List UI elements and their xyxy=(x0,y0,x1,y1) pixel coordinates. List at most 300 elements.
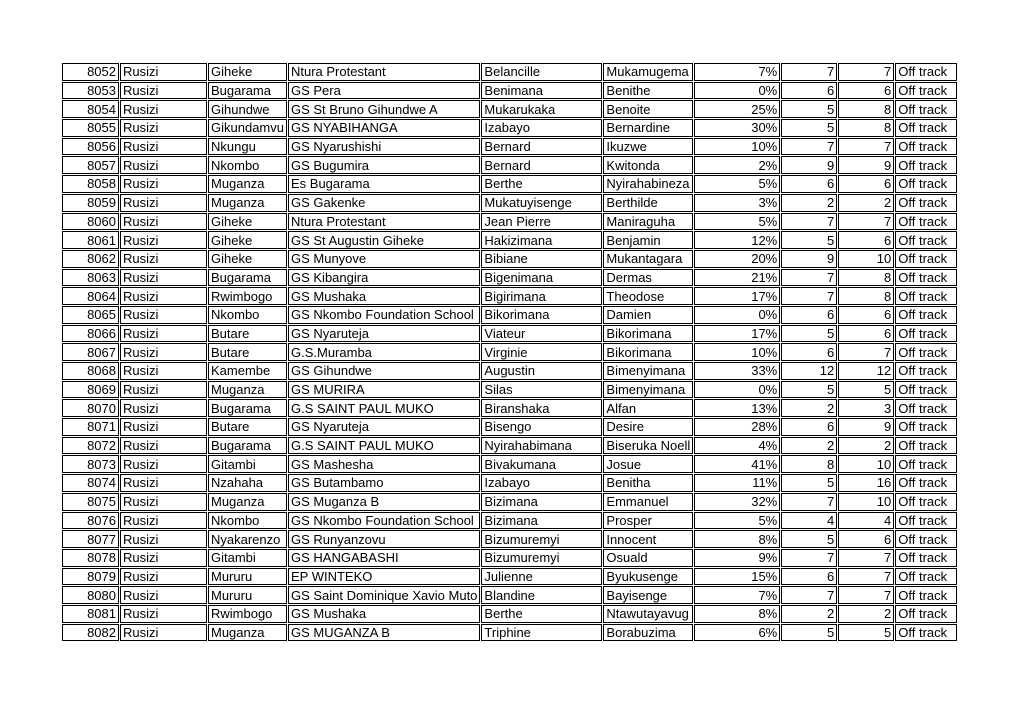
cell-school: GS Gakenke xyxy=(288,194,480,212)
table-row xyxy=(62,493,957,511)
cell-school: Ntura Protestant xyxy=(288,213,480,231)
cell-id: 8073 xyxy=(62,455,119,473)
cell-sector: Nkungu xyxy=(208,138,287,156)
cell-id: 8056 xyxy=(62,138,119,156)
cell-status: Off track xyxy=(895,325,957,343)
cell-last_name: Innocent xyxy=(603,530,693,548)
cell-score2: 9 xyxy=(838,418,894,436)
cell-percent: 41% xyxy=(694,455,780,473)
cell-last_name: Biseruka Noell xyxy=(603,437,693,455)
cell-score1: 2 xyxy=(781,437,837,455)
cell-id: 8070 xyxy=(62,399,119,417)
cell-school: GS Kibangira xyxy=(288,269,480,287)
cell-percent: 9% xyxy=(694,549,780,567)
cell-last_name: Bernardine xyxy=(603,119,693,137)
cell-score1: 6 xyxy=(781,568,837,586)
cell-first_name: Berthe xyxy=(481,605,602,623)
cell-first_name: Bikorimana xyxy=(481,306,602,324)
cell-score2: 6 xyxy=(838,175,894,193)
cell-school: GS Bugumira xyxy=(288,156,480,174)
cell-last_name: Osuald xyxy=(603,549,693,567)
table-row xyxy=(62,586,957,604)
cell-score1: 2 xyxy=(781,605,837,623)
cell-sector: Muganza xyxy=(208,175,287,193)
cell-last_name: Benjamin xyxy=(603,231,693,249)
cell-score2: 7 xyxy=(838,213,894,231)
cell-district: Rusizi xyxy=(120,269,207,287)
cell-score1: 5 xyxy=(781,624,837,642)
cell-percent: 10% xyxy=(694,343,780,361)
cell-id: 8069 xyxy=(62,381,119,399)
cell-district: Rusizi xyxy=(120,213,207,231)
cell-sector: Gitambi xyxy=(208,455,287,473)
cell-school: G.S SAINT PAUL MUKO xyxy=(288,399,480,417)
cell-last_name: Prosper xyxy=(603,512,693,530)
cell-first_name: Bigirimana xyxy=(481,287,602,305)
cell-last_name: Desire xyxy=(603,418,693,436)
table-row xyxy=(62,213,957,231)
cell-percent: 3% xyxy=(694,194,780,212)
cell-district: Rusizi xyxy=(120,605,207,623)
cell-score1: 7 xyxy=(781,586,837,604)
cell-id: 8063 xyxy=(62,269,119,287)
cell-district: Rusizi xyxy=(120,138,207,156)
cell-id: 8080 xyxy=(62,586,119,604)
cell-status: Off track xyxy=(895,437,957,455)
cell-score2: 5 xyxy=(838,624,894,642)
cell-id: 8053 xyxy=(62,82,119,100)
cell-first_name: Bisengo xyxy=(481,418,602,436)
cell-id: 8061 xyxy=(62,231,119,249)
cell-status: Off track xyxy=(895,119,957,137)
cell-score1: 5 xyxy=(781,231,837,249)
cell-last_name: Ikuzwe xyxy=(603,138,693,156)
cell-school: GS MUGANZA B xyxy=(288,624,480,642)
cell-score1: 6 xyxy=(781,343,837,361)
cell-district: Rusizi xyxy=(120,231,207,249)
cell-school: G.S SAINT PAUL MUKO xyxy=(288,437,480,455)
cell-school: G.S.Muramba xyxy=(288,343,480,361)
cell-sector: Bugarama xyxy=(208,437,287,455)
cell-school: GS Nyaruteja xyxy=(288,418,480,436)
table-row xyxy=(62,119,957,137)
cell-id: 8062 xyxy=(62,250,119,268)
cell-status: Off track xyxy=(895,381,957,399)
table-row xyxy=(62,437,957,455)
cell-district: Rusizi xyxy=(120,568,207,586)
cell-last_name: Bikorimana xyxy=(603,325,693,343)
table-row xyxy=(62,568,957,586)
cell-status: Off track xyxy=(895,269,957,287)
cell-district: Rusizi xyxy=(120,381,207,399)
cell-percent: 7% xyxy=(694,586,780,604)
cell-percent: 17% xyxy=(694,325,780,343)
table-row xyxy=(62,399,957,417)
cell-district: Rusizi xyxy=(120,325,207,343)
cell-score2: 9 xyxy=(838,156,894,174)
cell-id: 8077 xyxy=(62,530,119,548)
cell-percent: 32% xyxy=(694,493,780,511)
table-row xyxy=(62,474,957,492)
cell-sector: Rwimbogo xyxy=(208,287,287,305)
cell-school: GS Nyaruteja xyxy=(288,325,480,343)
cell-first_name: Bizumuremyi xyxy=(481,530,602,548)
cell-last_name: Byukusenge xyxy=(603,568,693,586)
cell-score2: 12 xyxy=(838,362,894,380)
cell-score2: 3 xyxy=(838,399,894,417)
cell-id: 8067 xyxy=(62,343,119,361)
cell-percent: 28% xyxy=(694,418,780,436)
cell-score1: 6 xyxy=(781,175,837,193)
cell-first_name: Bibiane xyxy=(481,250,602,268)
cell-status: Off track xyxy=(895,82,957,100)
cell-score2: 7 xyxy=(838,63,894,81)
cell-last_name: Bimenyimana xyxy=(603,381,693,399)
cell-percent: 7% xyxy=(694,63,780,81)
cell-percent: 5% xyxy=(694,512,780,530)
cell-score1: 7 xyxy=(781,549,837,567)
cell-first_name: Virginie xyxy=(481,343,602,361)
cell-id: 8058 xyxy=(62,175,119,193)
cell-percent: 15% xyxy=(694,568,780,586)
cell-score2: 10 xyxy=(838,250,894,268)
cell-status: Off track xyxy=(895,474,957,492)
cell-percent: 25% xyxy=(694,100,780,118)
cell-score1: 5 xyxy=(781,381,837,399)
cell-score1: 6 xyxy=(781,82,837,100)
cell-id: 8060 xyxy=(62,213,119,231)
cell-first_name: Bivakumana xyxy=(481,455,602,473)
cell-school: Es Bugarama xyxy=(288,175,480,193)
cell-percent: 5% xyxy=(694,213,780,231)
cell-percent: 13% xyxy=(694,399,780,417)
cell-id: 8078 xyxy=(62,549,119,567)
cell-status: Off track xyxy=(895,624,957,642)
cell-sector: Bugarama xyxy=(208,269,287,287)
cell-sector: Butare xyxy=(208,418,287,436)
table-body xyxy=(62,63,957,641)
cell-school: GS MURIRA xyxy=(288,381,480,399)
cell-score2: 16 xyxy=(838,474,894,492)
cell-sector: Muganza xyxy=(208,624,287,642)
table-row xyxy=(62,455,957,473)
cell-last_name: Bayisenge xyxy=(603,586,693,604)
cell-first_name: Hakizimana xyxy=(481,231,602,249)
table-row xyxy=(62,605,957,623)
cell-score1: 8 xyxy=(781,455,837,473)
cell-first_name: Bernard xyxy=(481,138,602,156)
cell-last_name: Borabuzima xyxy=(603,624,693,642)
cell-id: 8065 xyxy=(62,306,119,324)
cell-id: 8055 xyxy=(62,119,119,137)
cell-id: 8082 xyxy=(62,624,119,642)
cell-score1: 6 xyxy=(781,306,837,324)
cell-district: Rusizi xyxy=(120,343,207,361)
cell-id: 8071 xyxy=(62,418,119,436)
cell-score2: 4 xyxy=(838,512,894,530)
cell-sector: Giheke xyxy=(208,250,287,268)
cell-last_name: Bikorimana xyxy=(603,343,693,361)
cell-last_name: Mukamugema xyxy=(603,63,693,81)
cell-sector: Kamembe xyxy=(208,362,287,380)
table-row xyxy=(62,362,957,380)
table-row xyxy=(62,325,957,343)
table-row xyxy=(62,343,957,361)
cell-status: Off track xyxy=(895,250,957,268)
cell-last_name: Nyirahabineza xyxy=(603,175,693,193)
table-row xyxy=(62,250,957,268)
table-row xyxy=(62,269,957,287)
cell-id: 8059 xyxy=(62,194,119,212)
cell-district: Rusizi xyxy=(120,306,207,324)
cell-sector: Rwimbogo xyxy=(208,605,287,623)
cell-last_name: Damien xyxy=(603,306,693,324)
cell-percent: 10% xyxy=(694,138,780,156)
cell-percent: 30% xyxy=(694,119,780,137)
table-row xyxy=(62,82,957,100)
cell-district: Rusizi xyxy=(120,175,207,193)
cell-sector: Nkombo xyxy=(208,512,287,530)
cell-sector: Gikundamvu xyxy=(208,119,287,137)
cell-id: 8054 xyxy=(62,100,119,118)
cell-sector: Giheke xyxy=(208,213,287,231)
cell-last_name: Benitha xyxy=(603,474,693,492)
cell-first_name: Viateur xyxy=(481,325,602,343)
cell-status: Off track xyxy=(895,306,957,324)
cell-last_name: Ntawutayavug xyxy=(603,605,693,623)
cell-score2: 8 xyxy=(838,100,894,118)
cell-district: Rusizi xyxy=(120,624,207,642)
cell-school: GS St Bruno Gihundwe A xyxy=(288,100,480,118)
cell-sector: Muganza xyxy=(208,493,287,511)
cell-district: Rusizi xyxy=(120,586,207,604)
cell-id: 8076 xyxy=(62,512,119,530)
cell-status: Off track xyxy=(895,156,957,174)
cell-first_name: Bizimana xyxy=(481,512,602,530)
cell-score1: 6 xyxy=(781,418,837,436)
cell-status: Off track xyxy=(895,455,957,473)
cell-district: Rusizi xyxy=(120,194,207,212)
table-row xyxy=(62,138,957,156)
cell-district: Rusizi xyxy=(120,474,207,492)
cell-percent: 21% xyxy=(694,269,780,287)
cell-first_name: Mukarukaka xyxy=(481,100,602,118)
cell-school: GS Pera xyxy=(288,82,480,100)
cell-status: Off track xyxy=(895,549,957,567)
cell-id: 8072 xyxy=(62,437,119,455)
cell-last_name: Bimenyimana xyxy=(603,362,693,380)
cell-percent: 6% xyxy=(694,624,780,642)
cell-score2: 7 xyxy=(838,586,894,604)
cell-id: 8068 xyxy=(62,362,119,380)
cell-score1: 2 xyxy=(781,399,837,417)
cell-status: Off track xyxy=(895,512,957,530)
cell-percent: 2% xyxy=(694,156,780,174)
cell-sector: Gitambi xyxy=(208,549,287,567)
cell-score2: 7 xyxy=(838,138,894,156)
cell-first_name: Bizumuremyi xyxy=(481,549,602,567)
cell-last_name: Maniraguha xyxy=(603,213,693,231)
cell-last_name: Theodose xyxy=(603,287,693,305)
table-row xyxy=(62,512,957,530)
cell-status: Off track xyxy=(895,194,957,212)
cell-last_name: Berthilde xyxy=(603,194,693,212)
cell-id: 8064 xyxy=(62,287,119,305)
cell-first_name: Berthe xyxy=(481,175,602,193)
cell-score2: 7 xyxy=(838,568,894,586)
cell-percent: 11% xyxy=(694,474,780,492)
cell-school: Ntura Protestant xyxy=(288,63,480,81)
cell-school: GS St Augustin Giheke xyxy=(288,231,480,249)
cell-score2: 5 xyxy=(838,381,894,399)
cell-district: Rusizi xyxy=(120,119,207,137)
cell-first_name: Augustin xyxy=(481,362,602,380)
cell-district: Rusizi xyxy=(120,549,207,567)
cell-sector: Nyakarenzo xyxy=(208,530,287,548)
cell-last_name: Emmanuel xyxy=(603,493,693,511)
cell-district: Rusizi xyxy=(120,250,207,268)
cell-sector: Giheke xyxy=(208,231,287,249)
cell-district: Rusizi xyxy=(120,362,207,380)
cell-sector: Bugarama xyxy=(208,399,287,417)
cell-district: Rusizi xyxy=(120,156,207,174)
cell-first_name: Jean Pierre xyxy=(481,213,602,231)
cell-school: GS Nkombo Foundation School xyxy=(288,512,480,530)
cell-percent: 4% xyxy=(694,437,780,455)
cell-district: Rusizi xyxy=(120,455,207,473)
cell-score1: 5 xyxy=(781,100,837,118)
cell-score1: 7 xyxy=(781,269,837,287)
cell-score2: 6 xyxy=(838,231,894,249)
cell-first_name: Blandine xyxy=(481,586,602,604)
cell-status: Off track xyxy=(895,63,957,81)
table-row xyxy=(62,306,957,324)
cell-district: Rusizi xyxy=(120,287,207,305)
cell-sector: Bugarama xyxy=(208,82,287,100)
cell-school: GS Gihundwe xyxy=(288,362,480,380)
school-records-table xyxy=(61,62,958,642)
cell-school: EP WINTEKO xyxy=(288,568,480,586)
cell-last_name: Kwitonda xyxy=(603,156,693,174)
cell-id: 8081 xyxy=(62,605,119,623)
cell-first_name: Bigenimana xyxy=(481,269,602,287)
cell-status: Off track xyxy=(895,138,957,156)
cell-status: Off track xyxy=(895,530,957,548)
cell-district: Rusizi xyxy=(120,512,207,530)
cell-first_name: Bernard xyxy=(481,156,602,174)
table-row xyxy=(62,530,957,548)
cell-score2: 10 xyxy=(838,493,894,511)
cell-score2: 2 xyxy=(838,437,894,455)
cell-sector: Mururu xyxy=(208,568,287,586)
cell-id: 8079 xyxy=(62,568,119,586)
cell-id: 8075 xyxy=(62,493,119,511)
cell-school: GS Nkombo Foundation School xyxy=(288,306,480,324)
cell-score1: 7 xyxy=(781,493,837,511)
cell-first_name: Belancille xyxy=(481,63,602,81)
cell-score1: 7 xyxy=(781,63,837,81)
cell-id: 8057 xyxy=(62,156,119,174)
cell-school: GS Nyarushishi xyxy=(288,138,480,156)
cell-status: Off track xyxy=(895,175,957,193)
table-row xyxy=(62,549,957,567)
cell-school: GS Mushaka xyxy=(288,287,480,305)
cell-status: Off track xyxy=(895,605,957,623)
cell-sector: Giheke xyxy=(208,63,287,81)
table-row xyxy=(62,381,957,399)
cell-id: 8052 xyxy=(62,63,119,81)
cell-status: Off track xyxy=(895,343,957,361)
cell-score2: 7 xyxy=(838,549,894,567)
cell-first_name: Benimana xyxy=(481,82,602,100)
cell-percent: 33% xyxy=(694,362,780,380)
cell-percent: 0% xyxy=(694,82,780,100)
cell-last_name: Benithe xyxy=(603,82,693,100)
cell-district: Rusizi xyxy=(120,530,207,548)
cell-last_name: Benoite xyxy=(603,100,693,118)
table-row xyxy=(62,63,957,81)
cell-school: GS Munyove xyxy=(288,250,480,268)
table-row xyxy=(62,231,957,249)
cell-score2: 6 xyxy=(838,306,894,324)
cell-district: Rusizi xyxy=(120,82,207,100)
cell-first_name: Nyirahabimana xyxy=(481,437,602,455)
cell-percent: 0% xyxy=(694,306,780,324)
cell-school: GS Muganza B xyxy=(288,493,480,511)
cell-first_name: Izabayo xyxy=(481,474,602,492)
table-row xyxy=(62,418,957,436)
cell-score1: 7 xyxy=(781,213,837,231)
cell-sector: Nkombo xyxy=(208,306,287,324)
cell-score2: 7 xyxy=(838,343,894,361)
cell-last_name: Mukantagara xyxy=(603,250,693,268)
cell-status: Off track xyxy=(895,287,957,305)
cell-score1: 9 xyxy=(781,156,837,174)
cell-school: GS Mushaka xyxy=(288,605,480,623)
cell-first_name: Triphine xyxy=(481,624,602,642)
cell-score2: 2 xyxy=(838,605,894,623)
cell-percent: 20% xyxy=(694,250,780,268)
table-row xyxy=(62,175,957,193)
cell-percent: 8% xyxy=(694,530,780,548)
cell-first_name: Silas xyxy=(481,381,602,399)
school-records-sheet xyxy=(61,62,958,642)
cell-first_name: Mukatuyisenge xyxy=(481,194,602,212)
cell-status: Off track xyxy=(895,362,957,380)
cell-score1: 7 xyxy=(781,138,837,156)
cell-first_name: Bizimana xyxy=(481,493,602,511)
cell-score2: 2 xyxy=(838,194,894,212)
cell-score1: 5 xyxy=(781,119,837,137)
table-row xyxy=(62,100,957,118)
cell-last_name: Alfan xyxy=(603,399,693,417)
cell-sector: Butare xyxy=(208,343,287,361)
cell-score2: 6 xyxy=(838,530,894,548)
cell-sector: Nzahaha xyxy=(208,474,287,492)
cell-sector: Mururu xyxy=(208,586,287,604)
cell-sector: Muganza xyxy=(208,194,287,212)
cell-score2: 8 xyxy=(838,119,894,137)
cell-first_name: Julienne xyxy=(481,568,602,586)
cell-district: Rusizi xyxy=(120,399,207,417)
cell-score1: 7 xyxy=(781,287,837,305)
cell-id: 8066 xyxy=(62,325,119,343)
cell-percent: 8% xyxy=(694,605,780,623)
cell-status: Off track xyxy=(895,399,957,417)
cell-sector: Butare xyxy=(208,325,287,343)
table-row xyxy=(62,624,957,642)
cell-score1: 12 xyxy=(781,362,837,380)
